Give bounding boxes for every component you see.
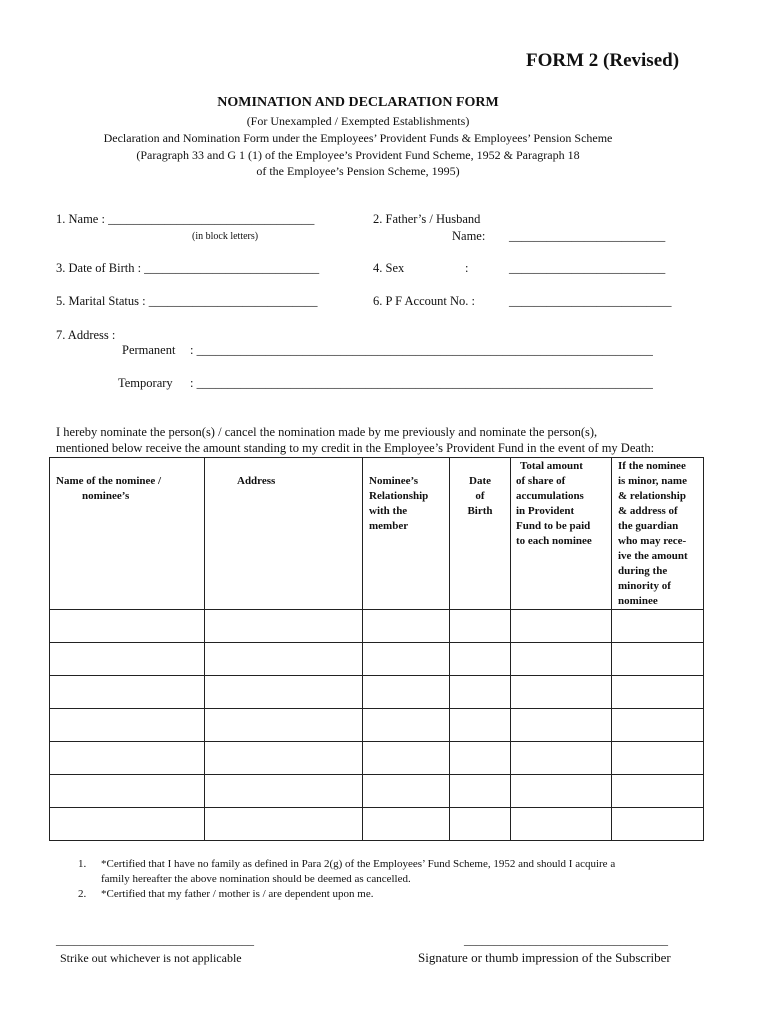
nominee-cell[interactable]	[450, 643, 511, 676]
header-line: Relationship	[369, 490, 429, 502]
header-line: member	[369, 520, 409, 532]
header-line: Nominee’s	[369, 475, 419, 487]
pf-account-field[interactable]: __________________________	[509, 294, 672, 308]
nominee-table	[49, 457, 704, 841]
nominee-cell[interactable]	[511, 808, 612, 841]
nominee-cell[interactable]	[612, 775, 704, 808]
header-line: ive the amount	[618, 550, 688, 562]
nominee-cell[interactable]	[205, 676, 363, 709]
form-subtitle-scheme: Declaration and Nomination Form under the Employees’ Provident Funds & Employees’ Pension Scheme	[103, 131, 613, 145]
nominee-cell[interactable]	[612, 676, 704, 709]
header-line: in Provident	[516, 505, 575, 517]
nominee-cell[interactable]	[450, 775, 511, 808]
nominee-cell[interactable]	[50, 742, 205, 775]
header-line: & address of	[618, 505, 678, 517]
note-1-number: 1.	[78, 858, 87, 870]
header-relationship	[363, 458, 450, 610]
nominee-cell[interactable]	[612, 808, 704, 841]
nominee-cell[interactable]	[205, 775, 363, 808]
nominee-cell[interactable]	[511, 709, 612, 742]
nominee-cell[interactable]	[50, 775, 205, 808]
nominee-table-header	[50, 458, 704, 610]
signature-line[interactable]: __________________________________	[464, 933, 668, 947]
nominee-cell[interactable]	[612, 709, 704, 742]
header-date-of-birth	[450, 458, 511, 610]
nominee-cell[interactable]	[511, 643, 612, 676]
nominee-cell[interactable]	[50, 643, 205, 676]
nominee-cell[interactable]	[612, 742, 704, 775]
name-field[interactable]: 1. Name : _________________________________	[56, 212, 315, 226]
header-line: with the	[369, 505, 408, 517]
header-line: Birth	[467, 505, 493, 517]
date-of-birth-field[interactable]: 3. Date of Birth : ____________________________	[56, 261, 320, 275]
sex-field[interactable]: _________________________	[509, 261, 666, 275]
father-husband-field[interactable]: _________________________	[509, 229, 666, 243]
nominee-row	[50, 775, 704, 808]
header-nominee-name	[50, 458, 205, 610]
nominee-cell[interactable]	[363, 775, 450, 808]
nominee-cell[interactable]	[612, 643, 704, 676]
strike-out-note: Strike out whichever is not applicable	[60, 951, 242, 965]
header-line: of	[475, 490, 485, 502]
header-line: the guardian	[618, 520, 679, 532]
strike-out-line: _________________________________	[56, 933, 254, 947]
nominee-cell[interactable]	[511, 676, 612, 709]
form-subtitle-paragraph: (Paragraph 33 and G 1 (1) of the Employee’s Provident Fund Scheme, 1952 & Paragraph 18	[136, 148, 580, 162]
nominee-cell[interactable]	[363, 709, 450, 742]
note-2-number: 2.	[78, 888, 87, 900]
header-line: & relationship	[618, 490, 686, 502]
header-line: who may rece-	[618, 535, 687, 547]
nominee-row	[50, 808, 704, 841]
nominee-cell[interactable]	[363, 808, 450, 841]
header-line: nominee	[618, 595, 658, 607]
declaration-line-1: I hereby nominate the person(s) / cancel the nomination made by me previously and nominate the person(s),	[56, 425, 598, 439]
temporary-address-field[interactable]: : _________________________________________________________________________	[190, 376, 653, 390]
nominee-cell[interactable]	[205, 742, 363, 775]
pf-account-label: 6. P F Account No. :	[373, 294, 475, 308]
header-line: of share of	[516, 475, 566, 487]
nominee-cell[interactable]	[450, 808, 511, 841]
nominee-row	[50, 610, 704, 643]
father-husband-label: 2. Father’s / Husband	[373, 212, 481, 226]
nominee-row	[50, 709, 704, 742]
permanent-address-label: Permanent	[122, 343, 176, 357]
form-number: FORM 2 (Revised)	[526, 50, 680, 71]
nominee-cell[interactable]	[450, 742, 511, 775]
father-husband-name-label: Name:	[452, 229, 486, 243]
nominee-cell[interactable]	[450, 610, 511, 643]
nominee-row	[50, 742, 704, 775]
form-subtitle-establishment: (For Unexampled / Exempted Establishments)	[246, 114, 470, 128]
nominee-cell[interactable]	[511, 610, 612, 643]
nominee-cell[interactable]	[205, 808, 363, 841]
header-line: Name of the nominee /	[56, 475, 162, 487]
name-hint: (in block letters)	[192, 231, 259, 242]
nominee-cell[interactable]	[511, 742, 612, 775]
header-line: Total amount	[520, 460, 583, 472]
form-subtitle-pension: of the Employee’s Pension Scheme, 1995)	[256, 164, 460, 178]
nominee-cell[interactable]	[205, 709, 363, 742]
header-address	[205, 458, 363, 610]
header-line: nominee’s	[82, 490, 130, 502]
nominee-cell[interactable]	[363, 643, 450, 676]
nominee-cell[interactable]	[50, 709, 205, 742]
nominee-row	[50, 676, 704, 709]
form-title: NOMINATION AND DECLARATION FORM	[217, 95, 499, 110]
nominee-cell[interactable]	[450, 709, 511, 742]
nominee-cell[interactable]	[50, 676, 205, 709]
declaration-line-2: mentioned below receive the amount standing to my credit in the Employee’s Provident Fund in the event of my Death:	[56, 441, 655, 455]
marital-status-field[interactable]: 5. Marital Status : ___________________________	[56, 294, 318, 308]
header-line: minority of	[618, 580, 671, 592]
nominee-cell[interactable]	[50, 610, 205, 643]
header-line: to each nominee	[516, 535, 592, 547]
nominee-cell[interactable]	[612, 610, 704, 643]
nominee-cell[interactable]	[205, 610, 363, 643]
address-label: 7. Address :	[56, 328, 116, 342]
header-line: is minor, name	[618, 475, 687, 487]
sex-colon: :	[465, 261, 469, 275]
note-1-line-1: *Certified that I have no family as defined in Para 2(g) of the Employees’ Fund Scheme, 1952 and should I acquire a	[101, 858, 616, 870]
permanent-address-field[interactable]: : _________________________________________________________________________	[190, 343, 653, 357]
nominee-cell[interactable]	[205, 643, 363, 676]
header-line: Address	[237, 475, 276, 487]
sex-label: 4. Sex	[373, 261, 405, 275]
nominee-cell[interactable]	[450, 676, 511, 709]
header-line: Date	[469, 475, 491, 487]
header-line: If the nominee	[618, 460, 686, 472]
header-line: accumulations	[516, 490, 584, 502]
note-1-line-2: family hereafter the above nomination should be deemed as cancelled.	[101, 873, 411, 885]
header-line: during the	[618, 565, 668, 577]
nominee-cell[interactable]	[363, 742, 450, 775]
nominee-cell[interactable]	[363, 676, 450, 709]
header-line: Fund to be paid	[516, 520, 591, 532]
signature-label: Signature or thumb impression of the Subscriber	[418, 950, 671, 965]
nominee-cell[interactable]	[511, 775, 612, 808]
nominee-row	[50, 643, 704, 676]
temporary-address-label: Temporary	[118, 376, 173, 390]
header-guardian	[612, 458, 704, 610]
nominee-cell[interactable]	[363, 610, 450, 643]
nominee-cell[interactable]	[50, 808, 205, 841]
header-total-amount	[511, 458, 612, 610]
note-2-line-1: *Certified that my father / mother is / are dependent upon me.	[101, 888, 374, 900]
